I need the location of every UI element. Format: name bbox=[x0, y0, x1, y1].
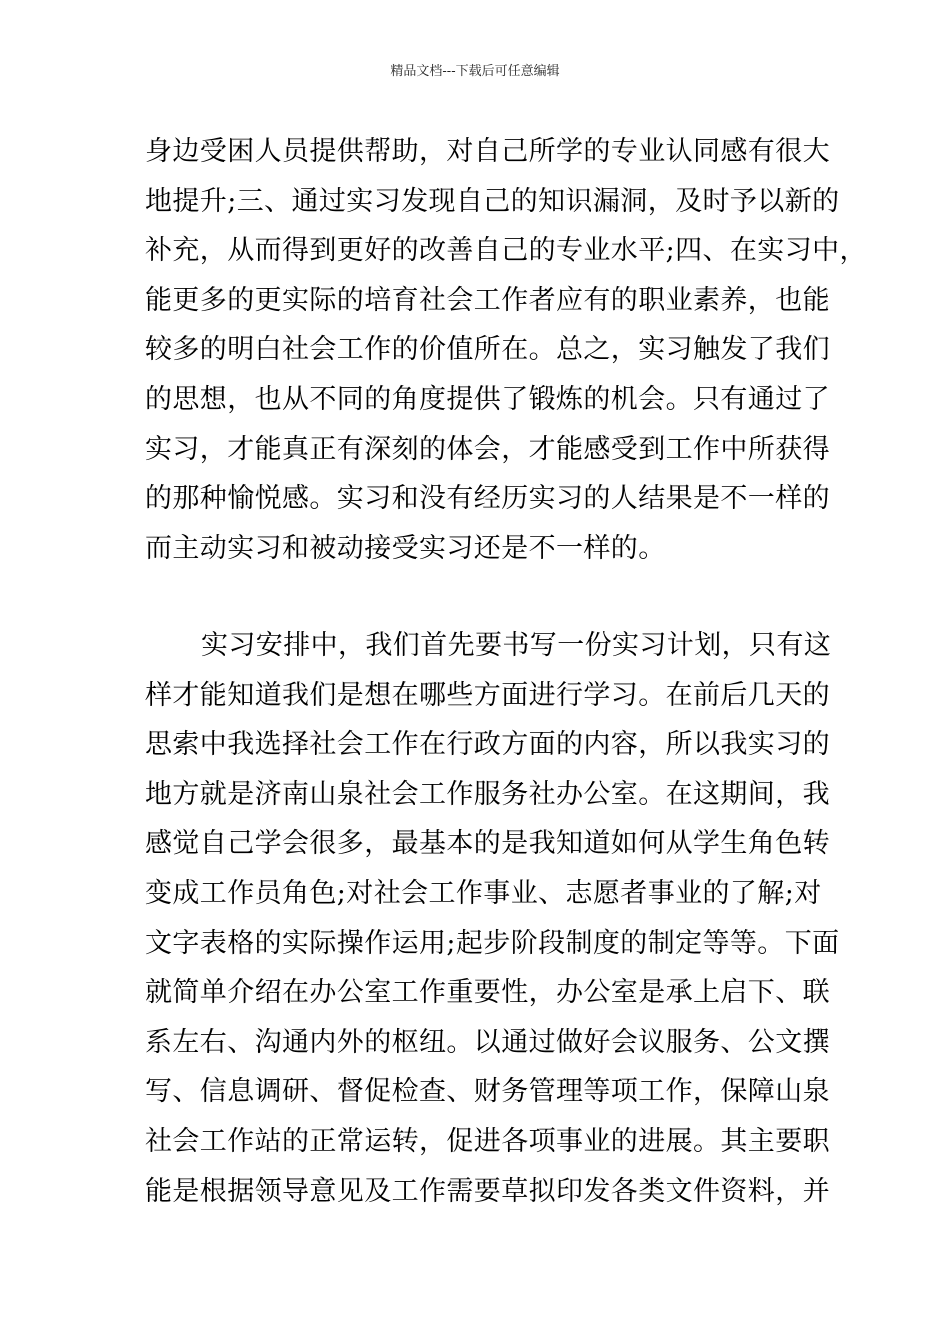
paragraph-line: 社会工作站的正常运转，促进各项事业的进展。其主要职 bbox=[145, 1125, 830, 1157]
paragraph-line: 而主动实习和被动接受实习还是不一样的。 bbox=[145, 532, 666, 564]
paragraph-line: 实习，才能真正有深刻的体会，才能感受到工作中所获得 bbox=[145, 433, 830, 465]
paragraph-line: 地提升;三、通过实习发现自己的知识漏洞，及时予以新的 bbox=[145, 185, 840, 217]
paragraph-line: 样才能知道我们是想在哪些方面进行学习。在前后几天的 bbox=[145, 679, 830, 711]
paragraph-line: 感觉自己学会很多，最基本的是我知道如何从学生角色转 bbox=[145, 828, 830, 860]
paragraph-line: 的那种愉悦感。实习和没有经历实习的人结果是不一样的 bbox=[145, 483, 830, 515]
paragraph-line: 较多的明白社会工作的价值所在。总之，实习触发了我们 bbox=[145, 334, 830, 366]
paragraph-1 bbox=[145, 127, 867, 573]
paragraph-line: 文字表格的实际操作运用;起步阶段制度的制定等等。下面 bbox=[145, 927, 840, 959]
paragraph-line: 身边受困人员提供帮助，对自己所学的专业认同感有很大 bbox=[145, 136, 830, 167]
page-header: 精品文档---下载后可任意编辑 bbox=[390, 64, 560, 79]
paragraph-line: 地方就是济南山泉社会工作服务社办公室。在这期间，我 bbox=[145, 778, 830, 810]
paragraph-2 bbox=[145, 621, 840, 1216]
paragraph-line: 思索中我选择社会工作在行政方面的内容，所以我实习的 bbox=[145, 729, 830, 761]
paragraph-line: 写、信息调研、督促检查、财务管理等项工作，保障山泉 bbox=[145, 1076, 830, 1108]
paragraph-line: 就简单介绍在办公室工作重要性，办公室是承上启下、联 bbox=[145, 977, 830, 1009]
paragraph-line: 变成工作员角色;对社会工作事业、志愿者事业的了解;对 bbox=[145, 877, 822, 909]
paragraph-line: 能更多的更实际的培育社会工作者应有的职业素养，也能 bbox=[145, 284, 830, 316]
paragraph-line: 系左右、沟通内外的枢纽。以通过做好会议服务、公文撰 bbox=[145, 1026, 830, 1058]
paragraph-line: 实习安排中，我们首先要书写一份实习计划，只有这 bbox=[201, 630, 832, 661]
paragraph-line: 补充，从而得到更好的改善自己的专业水平;四、在实习中， bbox=[145, 235, 867, 267]
paragraph-line: 能是根据领导意见及工作需要草拟印发各类文件资料，并 bbox=[145, 1175, 830, 1207]
paragraph-line: 的思想，也从不同的角度提供了锻炼的机会。只有通过了 bbox=[145, 383, 830, 415]
